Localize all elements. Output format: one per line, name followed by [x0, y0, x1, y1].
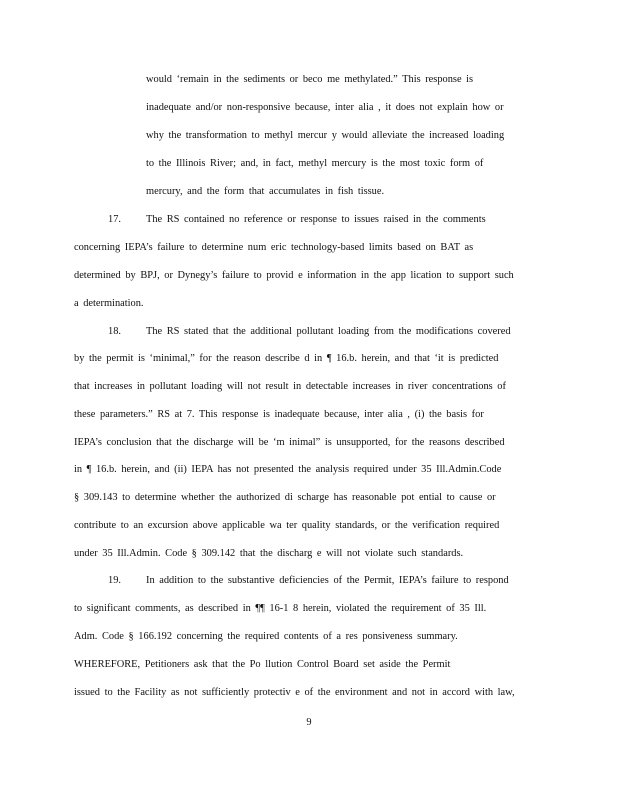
- text-line: contribute to an excursion above applicable wa ter quality standards, or the verification required: [74, 520, 500, 531]
- text-line: why the transformation to methyl mercur y would alleviate the increased loading: [146, 130, 505, 141]
- text-line: to the Illinois River; and, in fact, methyl mercury is the most toxic form of: [146, 158, 484, 169]
- paragraph-number: 17.: [108, 214, 121, 225]
- text-line: Adm. Code § 166.192 concerning the required contents of a res ponsiveness summary.: [74, 631, 458, 642]
- text-line: The RS contained no reference or response to issues raised in the comments: [146, 214, 486, 225]
- text-line: that increases in pollutant loading will not result in detectable increases in river concentrations of: [74, 381, 506, 392]
- page-number: 9: [306, 717, 312, 728]
- text-line: In addition to the substantive deficiencies of the Permit, IEPA’s failure to respond: [146, 575, 509, 586]
- text-line: determined by BPJ, or Dynegy’s failure to provid e information in the app lication to support such: [74, 270, 514, 281]
- text-line: issued to the Facility as not sufficiently protectiv e of the environment and not in accord with law,: [74, 687, 515, 698]
- text-line: would ‘remain in the sediments or beco me methylated.” This response is: [146, 74, 474, 85]
- text-line: WHEREFORE, Petitioners ask that the Po llution Control Board set aside the Permit: [74, 659, 451, 670]
- text-line: to significant comments, as described in ¶¶ 16-1 8 herein, violated the requirement of 35 Ill.: [74, 603, 487, 614]
- text-line: these parameters.” RS at 7. This response is inadequate because, inter alia , (i) the basis for: [74, 409, 484, 420]
- text-line: § 309.143 to determine whether the authorized di scharge has reasonable pot ential to cause or: [74, 492, 496, 503]
- text-line: The RS stated that the additional pollutant loading from the modifications covered: [146, 326, 511, 337]
- text-line: in ¶ 16.b. herein, and (ii) IEPA has not presented the analysis required under 35 Ill.Admin.Code: [74, 464, 502, 475]
- text-line: inadequate and/or non-responsive because, inter alia , it does not explain how or: [146, 102, 504, 113]
- text-line: IEPA’s conclusion that the discharge will be ‘m inimal” is unsupported, for the reasons described: [74, 437, 505, 448]
- text-line: concerning IEPA’s failure to determine num eric technology-based limits based on BAT as: [74, 242, 474, 253]
- paragraph-number: 19.: [108, 575, 121, 586]
- text-line: under 35 Ill.Admin. Code § 309.142 that the discharg e will not violate such standards.: [74, 548, 464, 559]
- text-line: a determination.: [74, 298, 144, 309]
- text-line: by the permit is ‘minimal,” for the reason describe d in ¶ 16.b. herein, and that ‘it is predicted: [74, 353, 499, 364]
- paragraph-number: 18.: [108, 326, 121, 337]
- text-line: mercury, and the form that accumulates in fish tissue.: [146, 186, 385, 197]
